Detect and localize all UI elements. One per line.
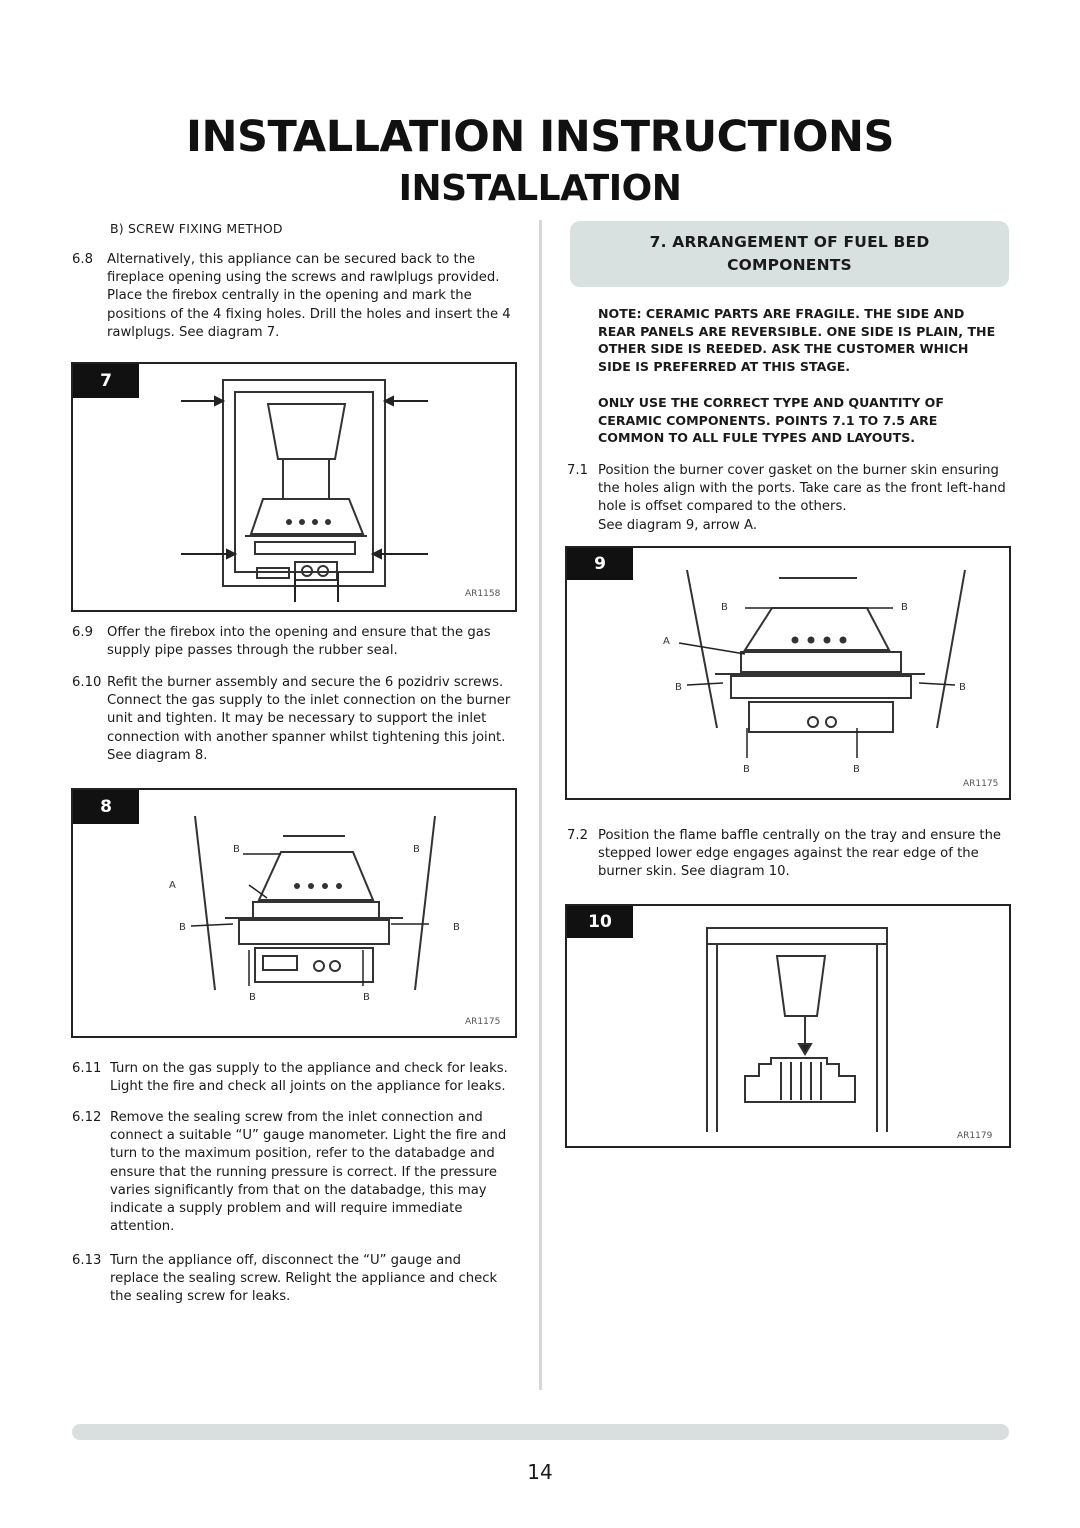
paragraph-6-10 — [72, 674, 512, 765]
diagram-10-drawing — [567, 906, 1009, 1146]
diagram-number-tab: 7 — [73, 364, 139, 398]
subheading-screw-fixing: B) SCREW FIXING METHOD — [110, 221, 283, 236]
callout-b: B — [363, 992, 370, 1003]
callout-b: B — [233, 844, 240, 855]
paragraph-text: Turn the appliance off, disconnect the “U” gauge and replace the sealing screw. Relight the appliance and check the sealing screw for leaks. — [110, 1253, 498, 1305]
paragraph-text: Turn on the gas supply to the appliance and check for leaks. Light the fire and check all joints on the appliance for leaks. — [110, 1061, 508, 1095]
paragraph-number: 6.12 — [72, 1110, 102, 1125]
diagram-7 — [71, 362, 517, 612]
diagram-code: AR1175 — [963, 779, 999, 789]
note-ceramic-fragile: NOTE: CERAMIC PARTS ARE FRAGILE. THE SIDE AND REAR PANELS ARE REVERSIBLE. ONE SIDE IS PLAIN, THE OTHER SIDE IS REEDED. ASK THE CUSTOMER WHICH SIDE IS PREFERRED AT THIS STAGE. — [598, 306, 996, 374]
diagram-10 — [565, 904, 1011, 1148]
section-heading-line1: 7. ARRANGEMENT OF FUEL BED — [649, 233, 930, 251]
callout-b: B — [453, 922, 460, 933]
diagram-code: AR1179 — [957, 1131, 993, 1141]
diagram-9 — [565, 546, 1011, 800]
paragraph-text: Remove the sealing screw from the inlet connection and connect a suitable “U” gauge manometer. Light the fire and turn to the maximum position, refer to the databadge and ensure that the running pressure is correct. If the pressure varies significantly from that on the databadge, this may indicate a supply problem and will require immediate attention. — [110, 1110, 507, 1235]
diagram-9-drawing — [567, 548, 1009, 798]
paragraph-6-8 — [72, 251, 512, 342]
callout-b: B — [413, 844, 420, 855]
callout-a: A — [169, 880, 176, 891]
paragraph-6-13 — [72, 1252, 512, 1307]
callout-b: B — [959, 682, 966, 693]
diagram-number-tab: 9 — [567, 548, 633, 580]
diagram-code: AR1175 — [465, 1017, 501, 1027]
paragraph-text-line2: See diagram 9, arrow A. — [598, 517, 758, 533]
paragraph-6-9 — [72, 624, 512, 660]
callout-b: B — [743, 764, 750, 775]
section-heading — [650, 231, 930, 277]
paragraph-text: Position the burner cover gasket on the burner skin ensuring the holes align with the ports. Take care as the front left-hand hole is offset compared to the others. — [598, 463, 1006, 515]
paragraph-number: 7.2 — [567, 828, 588, 843]
paragraph-text: Position the flame baffle centrally on the tray and ensure the stepped lower edge engages against the rear edge of the burner skin. See diagram 10. — [598, 828, 1002, 880]
diagram-number-tab: 8 — [73, 790, 139, 824]
diagram-number-tab: 10 — [567, 906, 633, 938]
paragraph-number: 6.8 — [72, 252, 93, 267]
callout-b: B — [901, 602, 908, 613]
callout-a: A — [663, 636, 670, 647]
paragraph-number: 6.11 — [72, 1061, 102, 1076]
paragraph-6-12 — [72, 1109, 512, 1236]
callout-b: B — [179, 922, 186, 933]
callout-b: B — [249, 992, 256, 1003]
page-number: 14 — [527, 1460, 553, 1484]
callout-b: B — [853, 764, 860, 775]
column-divider — [539, 220, 542, 1390]
paragraph-text: Alternatively, this appliance can be secured back to the fireplace opening using the screws and rawlplugs provided. Place the firebox centrally in the opening and mark the positions of the 4 fixing holes. Drill the holes and insert the 4 rawlplugs. See diagram 7. — [107, 252, 511, 340]
paragraph-number: 6.13 — [72, 1253, 102, 1268]
callout-b: B — [721, 602, 728, 613]
paragraph-6-11 — [72, 1060, 512, 1096]
section-heading-line2: COMPONENTS — [727, 256, 852, 274]
paragraph-number: 7.1 — [567, 463, 588, 478]
paragraph-text: Refit the burner assembly and secure the 6 pozidriv screws. Connect the gas supply to the inlet connection on the burner unit and tighten. It may be necessary to support the inlet connection with another spanner whilst tightening this joint. See diagram 8. — [107, 675, 511, 763]
note-correct-components: ONLY USE THE CORRECT TYPE AND QUANTITY OF CERAMIC COMPONENTS. POINTS 7.1 TO 7.5 ARE COMMON TO ALL FULE TYPES AND LAYOUTS. — [598, 395, 944, 446]
diagram-7-drawing — [73, 364, 515, 610]
diagram-code: AR1158 — [465, 589, 501, 599]
callout-b: B — [675, 682, 682, 693]
section-heading-box — [570, 221, 1009, 287]
page-title: INSTALLATION INSTRUCTIONS — [185, 112, 895, 162]
paragraph-text: Offer the firebox into the opening and ensure that the gas supply pipe passes through the rubber seal. — [107, 625, 491, 659]
page-subtitle: INSTALLATION — [398, 168, 682, 209]
footer-bar — [72, 1424, 1009, 1440]
diagram-8-drawing — [73, 790, 515, 1036]
paragraph-number: 6.10 — [72, 675, 102, 690]
diagram-8 — [71, 788, 517, 1038]
paragraph-7-2 — [567, 827, 1007, 882]
paragraph-number: 6.9 — [72, 625, 93, 640]
paragraph-7-1 — [567, 462, 1007, 535]
